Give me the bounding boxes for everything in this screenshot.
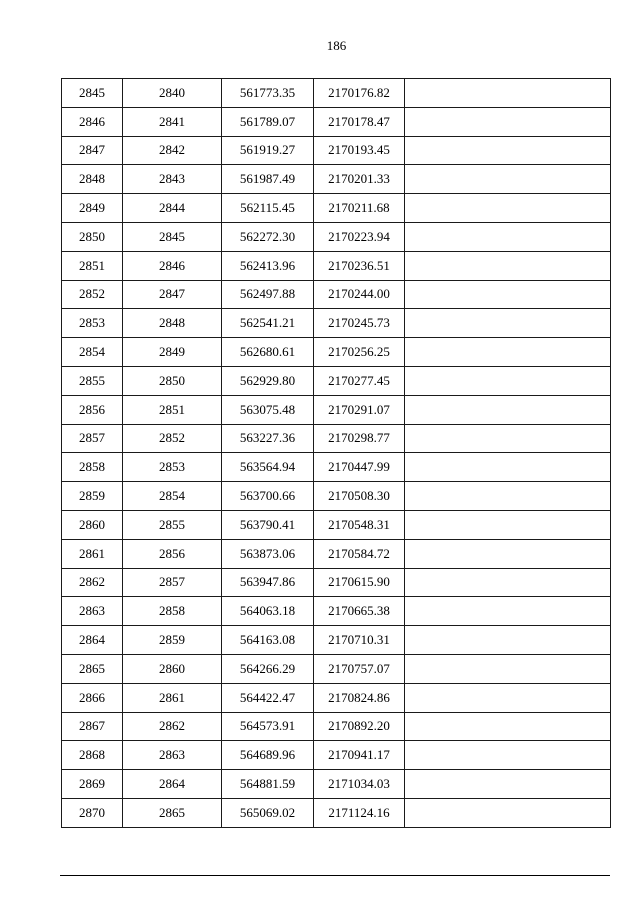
reference-number-cell: 2864 [123,770,222,799]
y-coordinate-cell: 2170244.00 [314,280,405,309]
y-coordinate-cell: 2170236.51 [314,251,405,280]
note-cell [405,683,611,712]
note-cell [405,770,611,799]
reference-number-cell: 2863 [123,741,222,770]
y-coordinate-cell: 2170710.31 [314,626,405,655]
table-row [62,194,611,223]
table-row [62,424,611,453]
point-number-cell: 2868 [62,741,123,770]
reference-number-cell: 2844 [123,194,222,223]
note-cell [405,597,611,626]
table-row [62,338,611,367]
y-coordinate-cell: 2170447.99 [314,453,405,482]
y-coordinate-cell: 2170256.25 [314,338,405,367]
x-coordinate-cell: 563564.94 [222,453,314,482]
coordinates-table [61,78,611,828]
point-number-cell: 2863 [62,597,123,626]
note-cell [405,798,611,827]
note-cell [405,107,611,136]
point-number-cell: 2860 [62,510,123,539]
y-coordinate-cell: 2170298.77 [314,424,405,453]
reference-number-cell: 2851 [123,395,222,424]
table-row [62,309,611,338]
x-coordinate-cell: 562929.80 [222,366,314,395]
reference-number-cell: 2849 [123,338,222,367]
page-number: 186 [326,38,347,53]
x-coordinate-cell: 564573.91 [222,712,314,741]
x-coordinate-cell: 563947.86 [222,568,314,597]
y-coordinate-cell: 2170277.45 [314,366,405,395]
reference-number-cell: 2841 [123,107,222,136]
y-coordinate-cell: 2170665.38 [314,597,405,626]
note-cell [405,539,611,568]
x-coordinate-cell: 564163.08 [222,626,314,655]
table-row [62,222,611,251]
point-number-cell: 2864 [62,626,123,655]
x-coordinate-cell: 563075.48 [222,395,314,424]
y-coordinate-cell: 2170941.17 [314,741,405,770]
y-coordinate-cell: 2171124.16 [314,798,405,827]
note-cell [405,741,611,770]
note-cell [405,338,611,367]
point-number-cell: 2859 [62,482,123,511]
note-cell [405,165,611,194]
y-coordinate-cell: 2170892.20 [314,712,405,741]
x-coordinate-cell: 564063.18 [222,597,314,626]
x-coordinate-cell: 562541.21 [222,309,314,338]
coordinates-table-body [62,79,611,828]
point-number-cell: 2849 [62,194,123,223]
x-coordinate-cell: 562497.88 [222,280,314,309]
point-number-cell: 2856 [62,395,123,424]
x-coordinate-cell: 565069.02 [222,798,314,827]
note-cell [405,568,611,597]
point-number-cell: 2857 [62,424,123,453]
table-row [62,597,611,626]
point-number-cell: 2858 [62,453,123,482]
note-cell [405,626,611,655]
point-number-cell: 2854 [62,338,123,367]
y-coordinate-cell: 2170211.68 [314,194,405,223]
point-number-cell: 2847 [62,136,123,165]
y-coordinate-cell: 2170176.82 [314,79,405,108]
note-cell [405,366,611,395]
table-row [62,510,611,539]
note-cell [405,453,611,482]
table-row [62,79,611,108]
table-row [62,165,611,194]
y-coordinate-cell: 2170223.94 [314,222,405,251]
point-number-cell: 2869 [62,770,123,799]
reference-number-cell: 2859 [123,626,222,655]
note-cell [405,79,611,108]
reference-number-cell: 2856 [123,539,222,568]
footer-rule [60,875,610,876]
point-number-cell: 2848 [62,165,123,194]
point-number-cell: 2867 [62,712,123,741]
point-number-cell: 2846 [62,107,123,136]
table-row [62,626,611,655]
note-cell [405,424,611,453]
reference-number-cell: 2852 [123,424,222,453]
point-number-cell: 2852 [62,280,123,309]
reference-number-cell: 2850 [123,366,222,395]
x-coordinate-cell: 564422.47 [222,683,314,712]
x-coordinate-cell: 564881.59 [222,770,314,799]
table-row [62,395,611,424]
reference-number-cell: 2848 [123,309,222,338]
point-number-cell: 2865 [62,654,123,683]
x-coordinate-cell: 563873.06 [222,539,314,568]
reference-number-cell: 2860 [123,654,222,683]
table-row [62,107,611,136]
note-cell [405,395,611,424]
y-coordinate-cell: 2170193.45 [314,136,405,165]
reference-number-cell: 2845 [123,222,222,251]
reference-number-cell: 2861 [123,683,222,712]
x-coordinate-cell: 561773.35 [222,79,314,108]
note-cell [405,712,611,741]
table-row [62,280,611,309]
y-coordinate-cell: 2170615.90 [314,568,405,597]
point-number-cell: 2862 [62,568,123,597]
table-row [62,482,611,511]
y-coordinate-cell: 2170201.33 [314,165,405,194]
table-row [62,568,611,597]
reference-number-cell: 2840 [123,79,222,108]
y-coordinate-cell: 2170757.07 [314,654,405,683]
x-coordinate-cell: 561919.27 [222,136,314,165]
y-coordinate-cell: 2170178.47 [314,107,405,136]
x-coordinate-cell: 563700.66 [222,482,314,511]
x-coordinate-cell: 562115.45 [222,194,314,223]
note-cell [405,222,611,251]
table-row [62,366,611,395]
y-coordinate-cell: 2170548.31 [314,510,405,539]
note-cell [405,251,611,280]
reference-number-cell: 2846 [123,251,222,280]
y-coordinate-cell: 2170508.30 [314,482,405,511]
x-coordinate-cell: 563790.41 [222,510,314,539]
table-row [62,798,611,827]
reference-number-cell: 2862 [123,712,222,741]
table-row [62,539,611,568]
point-number-cell: 2850 [62,222,123,251]
y-coordinate-cell: 2170245.73 [314,309,405,338]
reference-number-cell: 2854 [123,482,222,511]
point-number-cell: 2855 [62,366,123,395]
y-coordinate-cell: 2170291.07 [314,395,405,424]
table-row [62,654,611,683]
x-coordinate-cell: 563227.36 [222,424,314,453]
point-number-cell: 2851 [62,251,123,280]
reference-number-cell: 2843 [123,165,222,194]
x-coordinate-cell: 564266.29 [222,654,314,683]
x-coordinate-cell: 561789.07 [222,107,314,136]
reference-number-cell: 2853 [123,453,222,482]
point-number-cell: 2861 [62,539,123,568]
table-row [62,741,611,770]
note-cell [405,280,611,309]
note-cell [405,510,611,539]
point-number-cell: 2870 [62,798,123,827]
table-row [62,712,611,741]
reference-number-cell: 2842 [123,136,222,165]
table-row [62,136,611,165]
point-number-cell: 2845 [62,79,123,108]
table-row [62,453,611,482]
y-coordinate-cell: 2170584.72 [314,539,405,568]
note-cell [405,654,611,683]
x-coordinate-cell: 562680.61 [222,338,314,367]
reference-number-cell: 2865 [123,798,222,827]
x-coordinate-cell: 562272.30 [222,222,314,251]
x-coordinate-cell: 564689.96 [222,741,314,770]
point-number-cell: 2866 [62,683,123,712]
reference-number-cell: 2858 [123,597,222,626]
x-coordinate-cell: 561987.49 [222,165,314,194]
reference-number-cell: 2847 [123,280,222,309]
table-row [62,251,611,280]
note-cell [405,194,611,223]
x-coordinate-cell: 562413.96 [222,251,314,280]
note-cell [405,136,611,165]
y-coordinate-cell: 2170824.86 [314,683,405,712]
y-coordinate-cell: 2171034.03 [314,770,405,799]
note-cell [405,309,611,338]
note-cell [405,482,611,511]
table-row [62,683,611,712]
reference-number-cell: 2855 [123,510,222,539]
point-number-cell: 2853 [62,309,123,338]
reference-number-cell: 2857 [123,568,222,597]
table-row [62,770,611,799]
